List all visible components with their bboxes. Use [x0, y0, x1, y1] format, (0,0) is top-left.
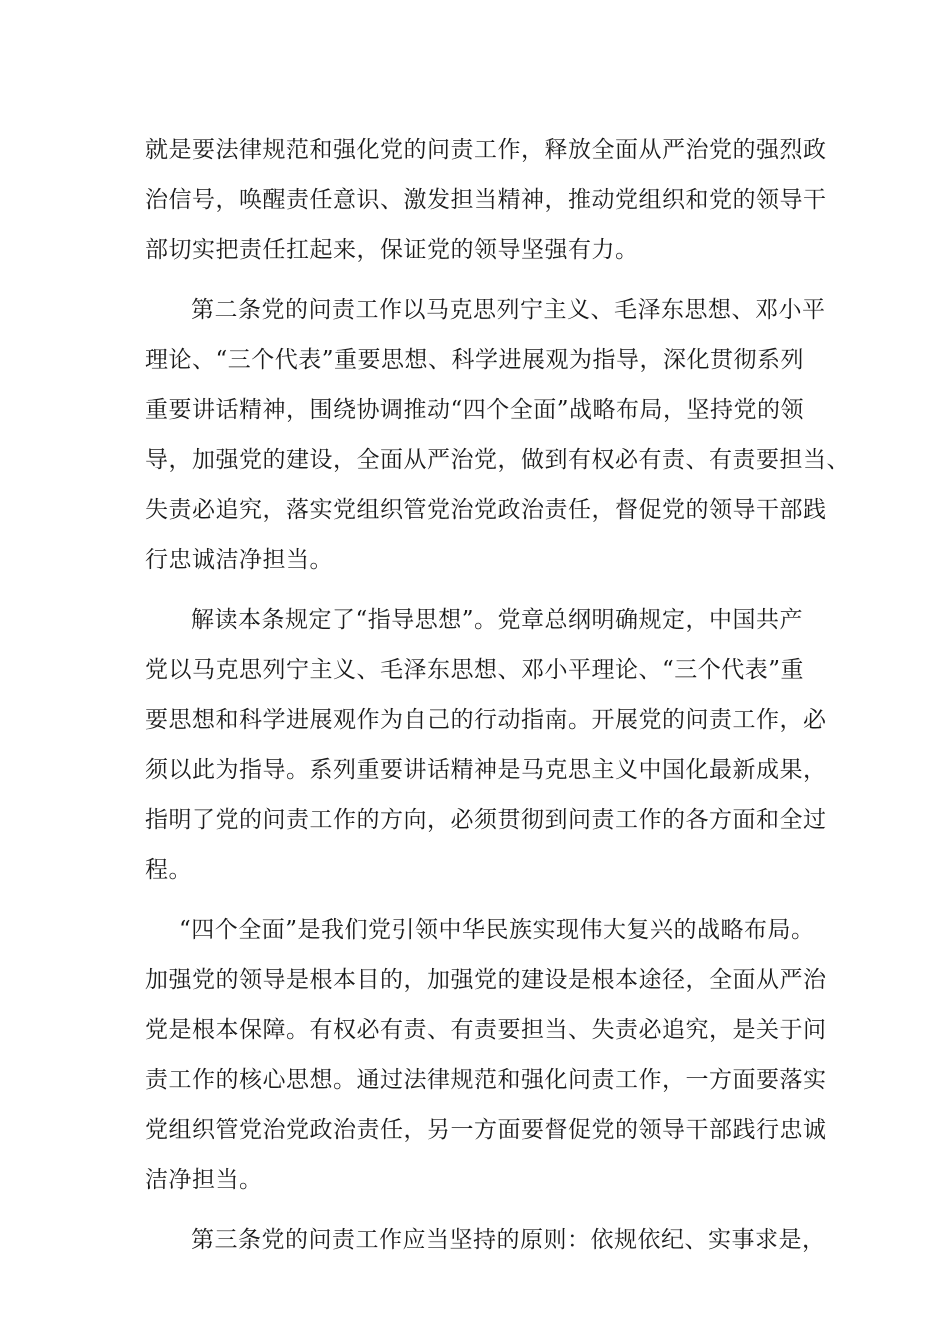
text-line: 失责必追究，落实党组织管党治党政治责任，督促党的领导干部践 [145, 497, 827, 523]
text-line: 程。 [145, 857, 192, 883]
text-line: 重要讲话精神，围绕协调推动“四个全面”战略布局，坚持党的领 [145, 397, 805, 423]
text-line: 第三条党的问责工作应当坚持的原则：依规依纪、实事求是， [191, 1227, 826, 1253]
text-line: 党以马克思列宁主义、毛泽东思想、邓小平理论、“三个代表”重 [145, 657, 805, 683]
paragraph-5 [145, 1215, 835, 1265]
text-line: 行忠诚洁净担当。 [145, 547, 333, 573]
document-body [145, 125, 850, 1275]
text-line: 导，加强党的建设，全面从严治党，做到有权必有责、有责要担当、 [145, 447, 850, 473]
text-line: 解读本条规定了“指导思想”。党章总纲明确规定，中国共产 [191, 607, 804, 633]
paragraph-4 [145, 905, 835, 1205]
text-line: 就是要法律规范和强化党的问责工作，释放全面从严治党的强烈政 [145, 137, 827, 163]
text-line: 加强党的领导是根本目的，加强党的建设是根本途径，全面从严治 [145, 967, 827, 993]
text-line: 理论、“三个代表”重要思想、科学进展观为指导，深化贯彻系列 [145, 347, 805, 373]
paragraph-3 [145, 595, 835, 895]
text-line: 部切实把责任扛起来，保证党的领导坚强有力。 [145, 237, 639, 263]
text-line: 责工作的核心思想。通过法律规范和强化问责工作，一方面要落实 [145, 1067, 827, 1093]
text-line: 洁净担当。 [145, 1167, 263, 1193]
text-line: 第二条党的问责工作以马克思列宁主义、毛泽东思想、邓小平 [191, 297, 826, 323]
text-line: 须以此为指导。系列重要讲话精神是马克思主义中国化最新成果， [145, 757, 827, 783]
text-line: 党是根本保障。有权必有责、有责要担当、失责必追究，是关于问 [145, 1017, 827, 1043]
text-line: 指明了党的问责工作的方向，必须贯彻到问责工作的各方面和全过 [145, 807, 827, 833]
text-line: 要思想和科学进展观作为自己的行动指南。开展党的问责工作，必 [145, 707, 827, 733]
paragraph-1 [145, 125, 835, 275]
text-line: “四个全面”是我们党引领中华民族实现伟大复兴的战略布局。 [179, 917, 815, 943]
text-line: 党组织管党治党政治责任，另一方面要督促党的领导干部践行忠诚 [145, 1117, 827, 1143]
text-line: 治信号，唤醒责任意识、激发担当精神，推动党组织和党的领导干 [145, 187, 827, 213]
paragraph-2 [145, 285, 850, 585]
